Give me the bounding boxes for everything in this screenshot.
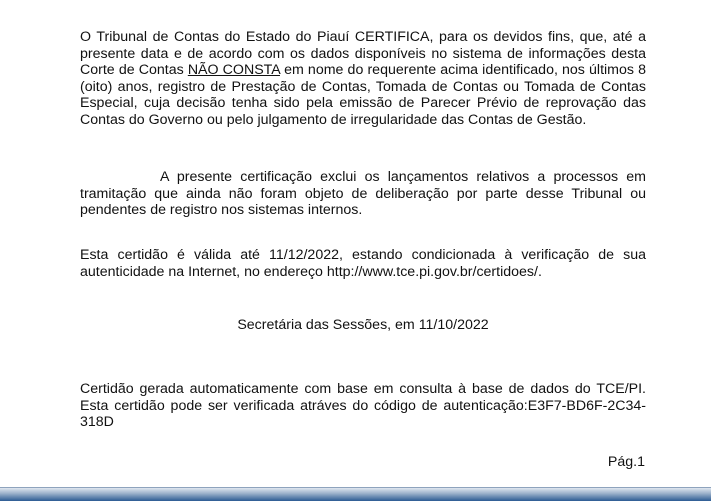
certification-text-end: em nome do requerente acima identificado, nos últimos 8 (oito) anos, registro de Prestação de Contas, Tomada de Contas ou Tomada de Contas Especial, cuja decisão tenha sido pela emissão de Parecer Prévio de reprovação das Contas do Governo ou pelo julgamento de irregularidade das Contas de Gestão. <box>80 62 646 128</box>
nao-consta-emphasis: NÃO CONSTA <box>187 62 280 78</box>
exclusion-text: A presente certificação exclui os lançamentos relativos a processos em tramitação que ainda não foram objeto de deliberação por parte desse Tribunal ou pendentes de registro nos sistemas internos. <box>80 169 646 218</box>
viewer-bottom-bar <box>0 488 711 501</box>
page-number: Pág.1 <box>607 454 645 470</box>
authentication-note: Certidão gerada automaticamente com base em consulta à base de dados do TCE/PI. Esta certidão pode ser verificada atráves do código de autenticação:E3F7-BD6F-2C34-318D <box>80 381 646 430</box>
certification-paragraph <box>80 29 646 128</box>
validity-paragraph: Esta certidão é válida até 11/12/2022, estando condicionada à verificação de sua autenticidade na Internet, no endereço http://www.tce.pi.gov.br/certidoes/. <box>80 247 646 280</box>
exclusion-paragraph <box>80 169 646 219</box>
certification-text-start: O Tribunal de Contas do Estado do Piauí CERTIFICA, para os devidos fins, que, até a presente data e de acordo com os dados disponíveis no sistema de informações desta Corte de Contas <box>80 29 646 78</box>
location-date: Secretária das Sessões, em 11/10/2022 <box>237 317 489 333</box>
